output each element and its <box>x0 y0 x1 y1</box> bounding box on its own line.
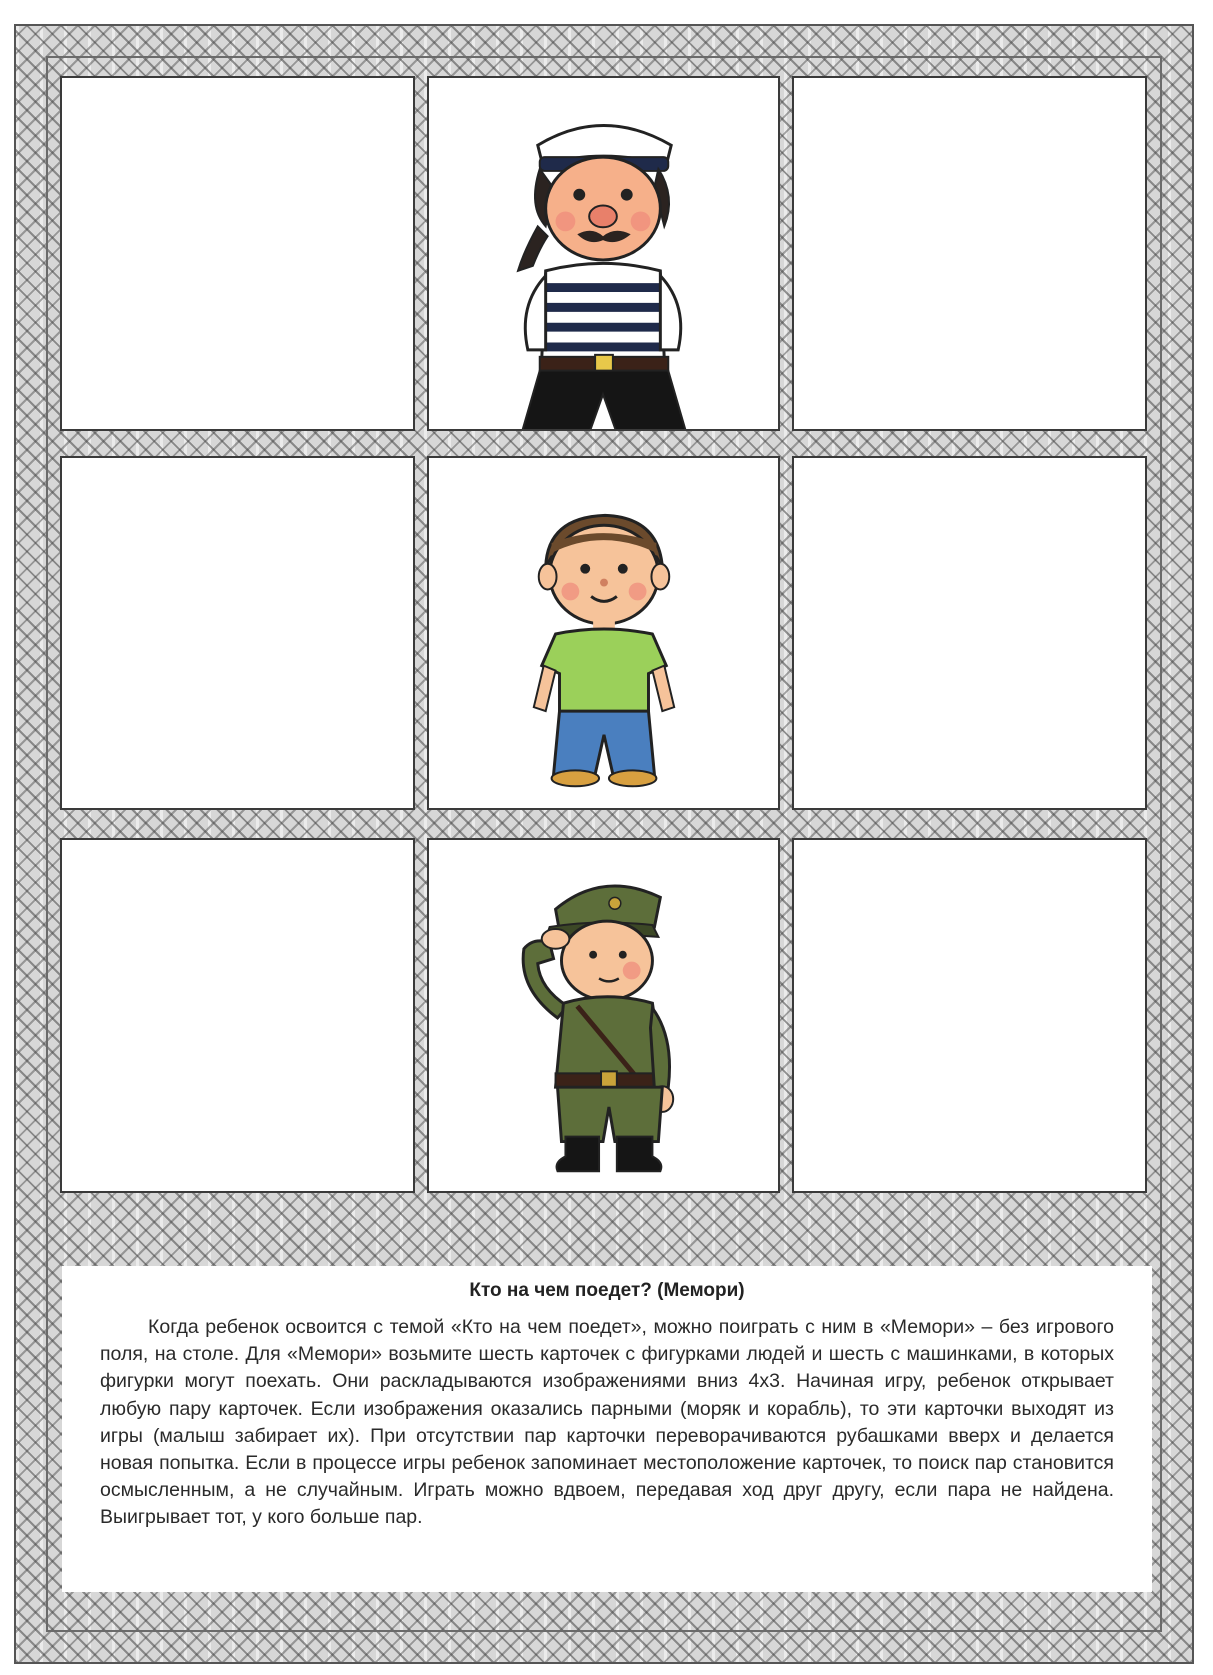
sailor-figure <box>429 78 778 429</box>
boy-figure <box>429 458 778 808</box>
soldier-figure <box>429 840 778 1191</box>
description-title: Кто на чем поедет? (Мемори) <box>469 1280 745 1301</box>
card-r3-c2[interactable] <box>427 838 780 1193</box>
card-r1-c1[interactable] <box>60 76 415 431</box>
card-r3-c1[interactable] <box>60 838 415 1193</box>
card-r1-c2[interactable] <box>427 76 780 431</box>
card-r2-c2[interactable] <box>427 456 780 810</box>
card-r3-c3[interactable] <box>792 838 1147 1193</box>
description-panel <box>62 1266 1152 1592</box>
card-r2-c1[interactable] <box>60 456 415 810</box>
description-body: Когда ребенок освоится с темой «Кто на чем поедет», можно поиграть с ним в «Мемори» – без игрового поля, на столе. Для «Мемори» возьмите шесть карточек с фигурками людей и шесть с машинками, в которых фигурки могут поехать. Они раскладываются изображениями вниз 4х3. Начиная игру, ребенок открывает любую пару карточек. Если изображения оказались парными (моряк и корабль), то эти карточки выходят из игры (малыш забирает их). При отсутствии пар карточки переворачиваются рубашками вверх и делается новая попытка. Если в процессе игры ребенок запоминает местоположение карточек, то поиск пар становится осмысленным, а не случайным. Играть можно вдвоем, передавая ход друг другу, если пара не найдена. Выигрывает тот, у кого больше пар. <box>100 1316 1114 1529</box>
card-r2-c3[interactable] <box>792 456 1147 810</box>
card-r1-c3[interactable] <box>792 76 1147 431</box>
